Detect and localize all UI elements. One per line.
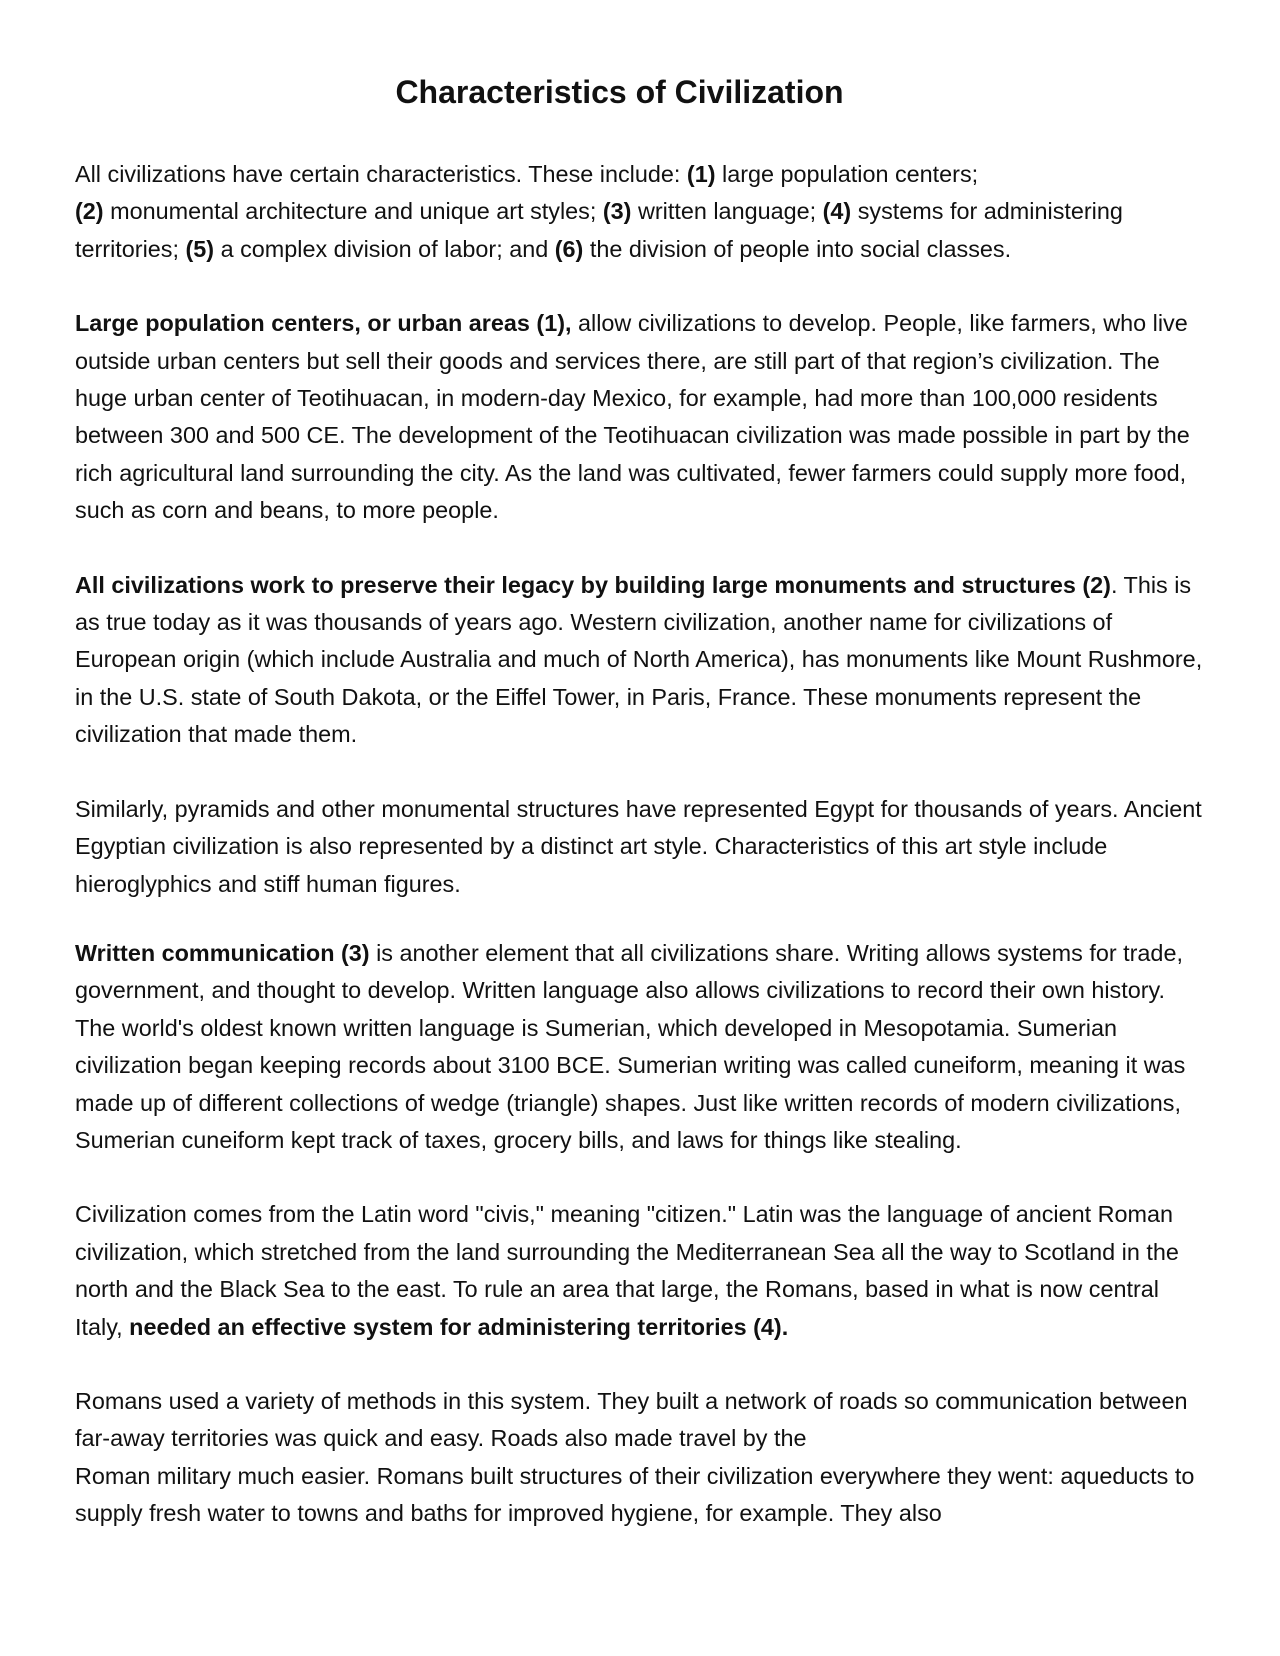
- text: is another element that all civilizations share. Writing allows systems for trade, government, and thought to develop. Written language also allows civilizations to record their own history. The world's oldest known written language is Sumerian, which developed in Mesopotamia. Sumerian civilization began keeping records about 3100 BCE. Sumerian writing was called cuneiform, meaning it was made up of different collections of wedge (triangle) shapes. Just like written records of modern civilizations, Sumerian cuneiform kept track of taxes, grocery bills, and laws for things like stealing.: [75, 939, 1186, 1153]
- text: written language;: [631, 198, 823, 225]
- paragraph-written-communication: [75, 935, 1210, 1159]
- text: All civilizations have certain characteristics. These include:: [75, 161, 687, 187]
- bold-text: Written communication (3): [75, 939, 370, 966]
- text: . This is as true today as it was thousands of years ago. Western civilization, another name for civilizations of European origin (which include Australia and much of North America), has monuments like Mount Rushmore, in the U.S. state of South Dakota, or the Eiffel Tower, in Paris, France. These monuments represent the civilization that made them.: [75, 571, 1203, 748]
- bold-text: (6): [554, 235, 584, 262]
- document-body: [75, 156, 1210, 1533]
- bold-text: needed an effective system for administering territories (4).: [129, 1313, 789, 1340]
- text: systems for administering territories;: [75, 198, 1123, 262]
- bold-text: (4): [822, 198, 852, 225]
- paragraph-roman-methods: [75, 1383, 1210, 1533]
- text: the division of people into social classes.: [583, 235, 1012, 262]
- paragraph-population-centers: [75, 305, 1210, 529]
- text: Similarly, pyramids and other monumental structures have represented Egypt for thousands of years. Ancient Egyptian civilization is also represented by a distinct art style. Characteristics of this art style include hieroglyphics and stiff human figures.: [75, 795, 1202, 897]
- text: monumental architecture and unique art styles;: [103, 198, 603, 225]
- document-page: [75, 72, 1210, 1570]
- bold-text: Large population centers, or urban areas (1),: [75, 310, 572, 337]
- bold-text: (2): [75, 198, 104, 225]
- paragraph-egypt: [75, 791, 1210, 903]
- text: Romans used a variety of methods in this system. They built a network of roads so communication between far-away territories was quick and easy. Roads also made travel by the Roman military much easier. Romans built structures of their civilization everywhere they went: aqueducts to supply fresh water to towns and baths for improved hygiene, for example. They also: [75, 1387, 1195, 1527]
- text: a complex division of labor; and: [214, 235, 555, 262]
- text: allow civilizations to develop. People, like farmers, who live outside urban centers but sell their goods and services there, are still part of that region’s civilization. The huge urban center of Teotihuacan, in modern-day Mexico, for example, had more than 100,000 residents between 300 and 500 CE. The development of the Teotihuacan civilization was made possible in part by the rich agricultural land surrounding the city. As the land was cultivated, fewer farmers could supply more food, such as corn and beans, to more people.: [75, 310, 1190, 524]
- bold-text: (1): [686, 161, 716, 187]
- document-title: Characteristics of Civilization: [395, 74, 844, 110]
- text: Civilization comes from the Latin word "civis," meaning "citizen." Latin was the language of ancient Roman civilization, which stretched from the land surrounding the Mediterranean Sea all the way to Scotland in the north and the Black Sea to the east. To rule an area that large, the Romans, based in what is now central Italy,: [75, 1201, 1179, 1340]
- bold-text: (3): [602, 198, 632, 225]
- bold-text: (5): [185, 235, 215, 262]
- paragraph-intro: [75, 156, 1210, 268]
- paragraph-monuments: [75, 567, 1210, 754]
- bold-text: All civilizations work to preserve their legacy by building large monuments and structures (2): [75, 571, 1111, 598]
- paragraph-latin-rome: [75, 1196, 1210, 1346]
- text: large population centers;: [721, 161, 979, 187]
